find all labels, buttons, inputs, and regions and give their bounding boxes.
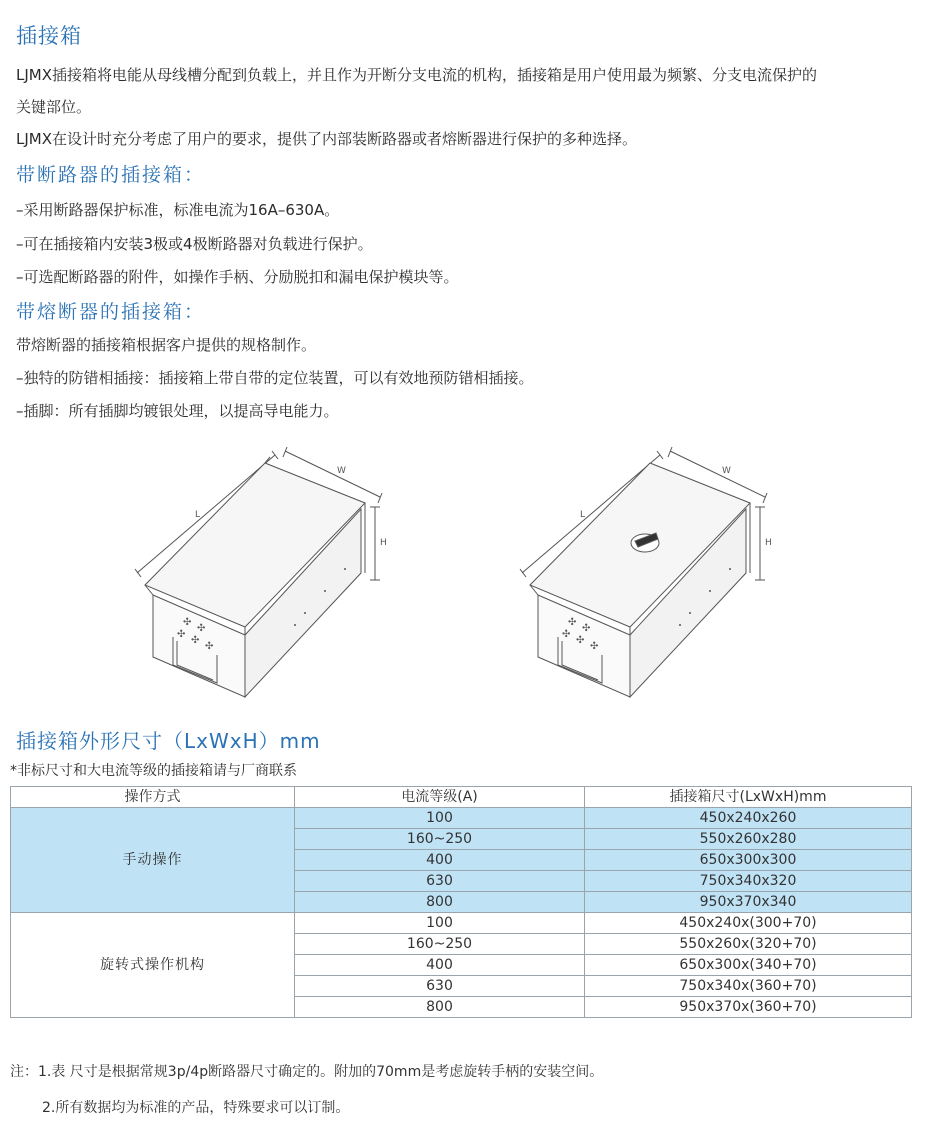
note-2: 2.所有数据均为标准的产品，特殊要求可以订制。 — [42, 1100, 350, 1116]
current-cell: 630 — [295, 871, 585, 892]
size-cell: 750x340x(360+70) — [585, 976, 912, 997]
intro-line-3: LJMX在设计时充分考虑了用户的要求，提供了内部装断路器或者熔断器进行保护的多种选择。 — [16, 130, 638, 148]
size-cell: 550x260x280 — [585, 829, 912, 850]
fuse-heading: 带熔断器的插接箱： — [16, 301, 206, 323]
label-height-2: H — [765, 538, 772, 548]
svg-text:✣: ✣ — [191, 635, 200, 646]
plug-in-box-drawing-rotary — [510, 445, 780, 705]
label-height: H — [380, 538, 387, 548]
note-1: 注：1.表 尺寸是根据常规3p/4p断路器尺寸确定的。附加的70mm是考虑旋转手柄的安装空间。 — [10, 1064, 604, 1080]
label-width-2: W — [722, 466, 731, 476]
breaker-line-2: –可在插接箱内安装3极或4极断路器对负载进行保护。 — [16, 235, 373, 253]
svg-text:✣: ✣ — [568, 617, 577, 628]
size-cell: 750x340x320 — [585, 871, 912, 892]
current-cell: 400 — [295, 955, 585, 976]
current-cell: 160~250 — [295, 934, 585, 955]
current-cell: 100 — [295, 808, 585, 829]
page-title: 插接箱 — [16, 24, 82, 48]
intro-line-1: LJMX插接箱将电能从母线槽分配到负载上，并且作为开断分支电流的机构，插接箱是用户使用最为频繁、分支电流保护的 — [16, 66, 818, 84]
svg-text:✣: ✣ — [177, 629, 186, 640]
current-cell: 800 — [295, 892, 585, 913]
svg-text:✣: ✣ — [590, 641, 599, 652]
dimensions-heading: 插接箱外形尺寸（LxWxH）mm — [16, 729, 321, 753]
svg-text:✣: ✣ — [562, 629, 571, 640]
dimensions-table — [10, 786, 912, 1018]
fuse-line-3: –插脚：所有插脚均镀银处理，以提高导电能力。 — [16, 402, 339, 420]
label-length: L — [195, 510, 201, 520]
breaker-heading: 带断路器的插接箱： — [16, 164, 206, 186]
breaker-line-1: –采用断路器保护标准，标准电流为16A–630A。 — [16, 201, 340, 219]
current-cell: 160~250 — [295, 829, 585, 850]
current-cell: 400 — [295, 850, 585, 871]
size-cell: 650x300x300 — [585, 850, 912, 871]
label-length-2: L — [580, 510, 586, 520]
size-cell: 950x370x(360+70) — [585, 997, 912, 1018]
intro-line-2: 关键部位。 — [16, 98, 92, 116]
svg-text:✣: ✣ — [582, 623, 591, 634]
svg-text:✣: ✣ — [197, 623, 206, 634]
size-cell: 450x240x260 — [585, 808, 912, 829]
size-cell: 450x240x(300+70) — [585, 913, 912, 934]
current-cell: 630 — [295, 976, 585, 997]
size-cell: 650x300x(340+70) — [585, 955, 912, 976]
header-current: 电流等级(A) — [295, 787, 585, 808]
svg-text:✣: ✣ — [205, 641, 214, 652]
current-cell: 800 — [295, 997, 585, 1018]
plug-in-box-drawing-breaker — [125, 445, 395, 705]
size-cell: 550x260x(320+70) — [585, 934, 912, 955]
current-cell: 100 — [295, 913, 585, 934]
dimensions-subnote: *非标尺寸和大电流等级的插接箱请与厂商联系 — [10, 763, 297, 779]
mode-manual: 手动操作 — [11, 808, 295, 913]
table-header-row — [11, 787, 912, 808]
header-mode: 操作方式 — [11, 787, 295, 808]
label-width: W — [337, 466, 346, 476]
fuse-line-2: –独特的防错相插接：插接箱上带自带的定位装置，可以有效地预防错相插接。 — [16, 369, 534, 387]
mode-rotary: 旋转式操作机构 — [11, 913, 295, 1018]
table-row — [11, 913, 912, 934]
fuse-line-1: 带熔断器的插接箱根据客户提供的规格制作。 — [16, 336, 317, 354]
table-row — [11, 808, 912, 829]
breaker-line-3: –可选配断路器的附件，如操作手柄、分励脱扣和漏电保护模块等。 — [16, 268, 459, 286]
size-cell: 950x370x340 — [585, 892, 912, 913]
svg-text:✣: ✣ — [183, 617, 192, 628]
header-size: 插接箱尺寸(LxWxH)mm — [585, 787, 912, 808]
svg-text:✣: ✣ — [576, 635, 585, 646]
